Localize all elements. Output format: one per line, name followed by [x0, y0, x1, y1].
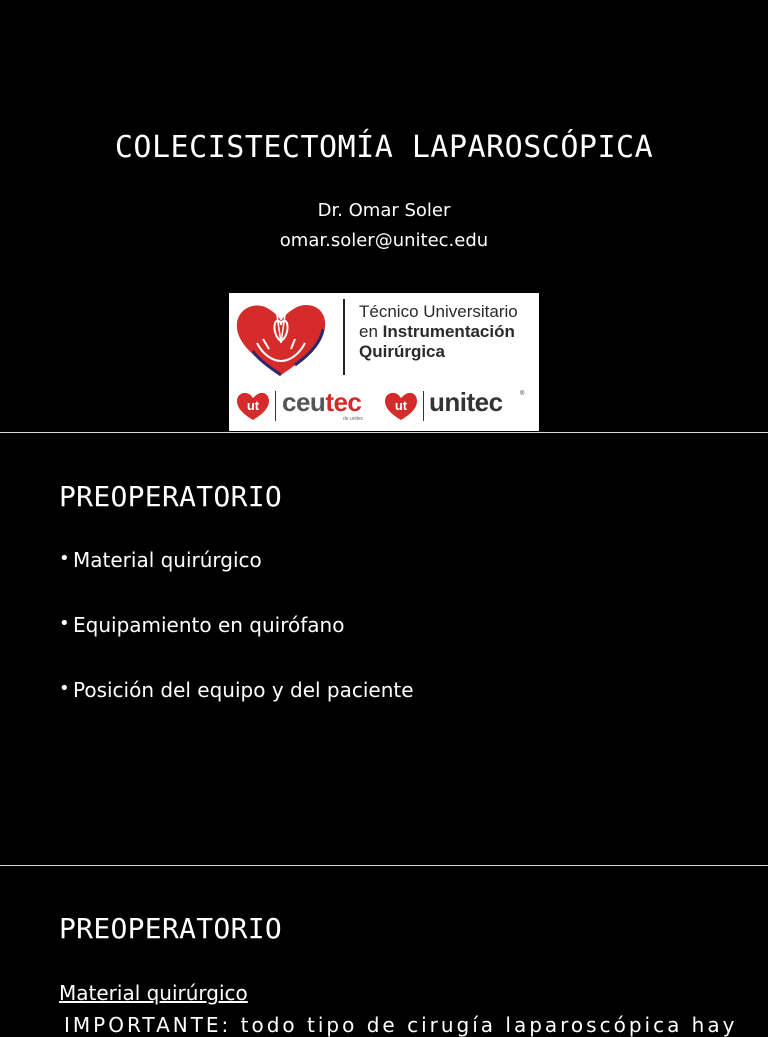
slide-subheading: Material quirúrgico	[59, 981, 248, 1005]
slide-heading: PREOPERATORIO	[59, 480, 283, 513]
logo-line-2-bold: Instrumentación	[382, 322, 515, 341]
ut-badge-icon	[383, 390, 419, 422]
list-item-text: Material quirúrgico	[73, 548, 262, 572]
ut-badge-label: ut	[246, 398, 260, 413]
logo-divider	[343, 299, 345, 375]
heart-hands-icon	[233, 299, 329, 379]
institution-logo	[229, 293, 539, 431]
bullet-icon: •	[59, 613, 70, 634]
slide-title-text: COLECISTECTOMÍA LAPAROSCÓPICA	[114, 130, 654, 165]
bullet-icon: •	[59, 548, 70, 569]
list-item	[59, 678, 414, 743]
unitec-wordmark: unitec	[429, 387, 503, 417]
ut-badge-icon	[235, 390, 271, 422]
list-item-text: Posición del equipo y del paciente	[73, 678, 414, 702]
logo-line-2-prefix: en	[359, 322, 383, 341]
brand-separator	[275, 391, 276, 421]
slide-title	[0, 0, 768, 432]
bullet-list	[59, 548, 414, 743]
registered-mark: ®	[520, 391, 525, 397]
ceutec-sub: de unitec	[343, 416, 364, 422]
ut-badge-label: ut	[394, 398, 408, 413]
list-item	[59, 613, 414, 678]
slide-divider	[0, 432, 768, 433]
author-name: Dr. Omar Soler	[317, 200, 451, 221]
logo-line-1: Técnico Universitario	[359, 302, 518, 321]
list-item-text: Equipamiento en quirófano	[73, 613, 345, 637]
author-email: omar.soler@unitec.edu	[279, 230, 489, 251]
ceutec-suffix: tec	[325, 387, 362, 417]
list-item	[59, 548, 414, 613]
ceutec-wordmark	[282, 387, 361, 418]
brand-row	[229, 387, 539, 427]
logo-line-2	[359, 322, 518, 342]
slide-divider	[0, 865, 768, 866]
slide-material-quirurgico	[0, 867, 768, 1037]
logo-line-3: Quirúrgica	[359, 342, 445, 361]
slide-preoperatorio	[0, 434, 768, 865]
ceutec-prefix: ceu	[282, 387, 326, 417]
slide-heading: PREOPERATORIO	[59, 912, 283, 945]
bullet-icon: •	[59, 678, 70, 699]
brand-separator	[423, 391, 424, 421]
slide-body-text: IMPORTANTE: todo tipo de cirugía laparoscópica hay	[64, 1013, 738, 1037]
logo-program-text	[359, 302, 518, 362]
